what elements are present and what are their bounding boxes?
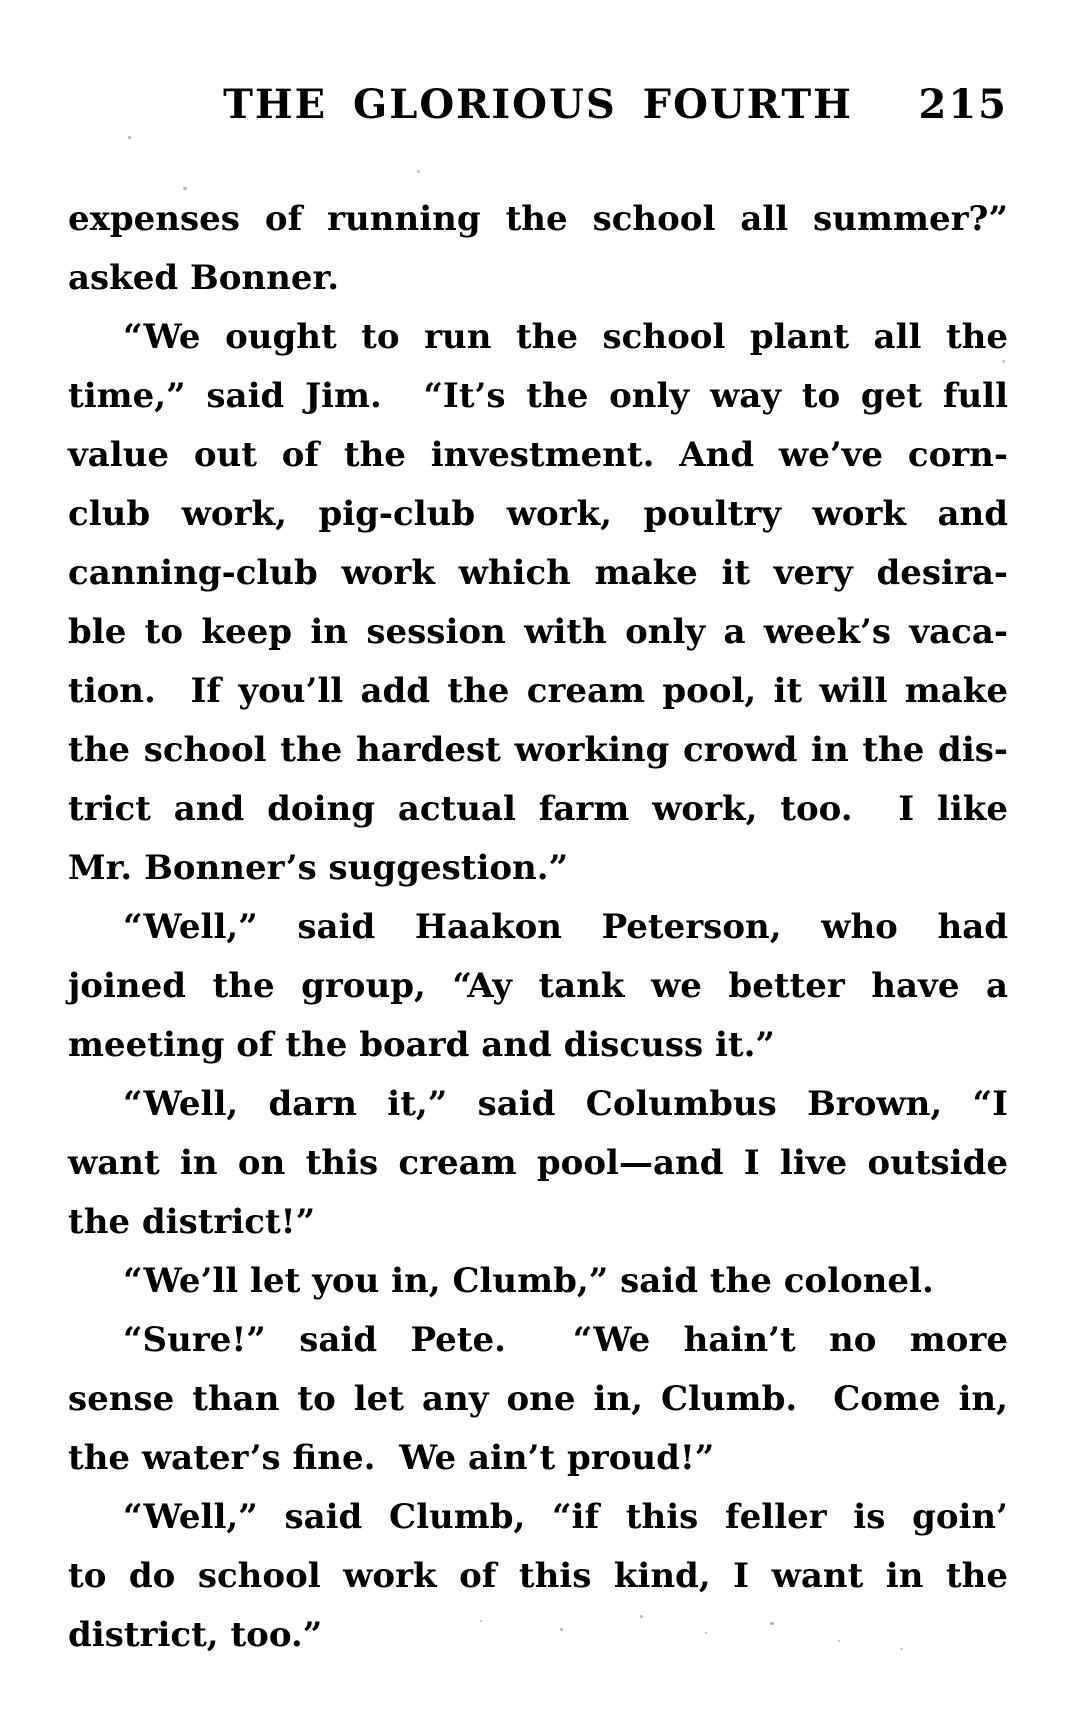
text-line: value out of the investment. And we’ve corn- <box>68 435 1008 475</box>
scan-speckle <box>183 187 187 190</box>
text-line: canning-club work which make it very desira- <box>68 553 1008 593</box>
text-line: the water’s fine. We ain’t proud!” <box>68 1438 715 1478</box>
text-line: joined the group, “Ay tank we better have a <box>68 966 1008 1006</box>
text-line: “We’ll let you in, Clumb,” said the colonel. <box>123 1261 934 1301</box>
scan-speckle <box>705 1632 707 1634</box>
running-title: THE GLORIOUS FOURTH <box>223 81 853 128</box>
text-line: the district!” <box>68 1202 316 1242</box>
text-line: ble to keep in session with only a week’s vaca- <box>68 612 1008 652</box>
page-number: 215 <box>918 81 1008 128</box>
text-line: “We ought to run the school plant all the <box>123 317 1008 357</box>
text-line: club work, pig-club work, poultry work and <box>68 494 1008 534</box>
text-line: meeting of the board and discuss it.” <box>68 1025 775 1065</box>
scan-speckle <box>480 1620 482 1622</box>
text-line: asked Bonner. <box>68 258 340 298</box>
text-line: to do school work of this kind, I want in the <box>68 1556 1008 1596</box>
scan-speckle <box>417 170 420 173</box>
scan-speckle <box>900 1648 903 1650</box>
scan-speckle <box>560 1628 563 1631</box>
text-line: trict and doing actual farm work, too. I like <box>68 789 1008 829</box>
text-line: “Well,” said Clumb, “if this feller is goin’ <box>123 1497 1008 1537</box>
text-line: the school the hardest working crowd in the dis- <box>68 730 1008 770</box>
text-line: “Sure!” said Pete. “We hain’t no more <box>123 1320 1008 1360</box>
text-line: tion. If you’ll add the cream pool, it will make <box>68 671 1008 711</box>
text-line: time,” said Jim. “It’s the only way to get full <box>68 376 1008 416</box>
scan-speckle <box>1002 360 1005 363</box>
text-line: expenses of running the school all summer?” <box>68 199 1008 239</box>
scan-speckle <box>770 1622 774 1625</box>
text-line: Mr. Bonner’s suggestion.” <box>68 848 569 888</box>
scan-speckle <box>838 1640 840 1642</box>
text-line: sense than to let any one in, Clumb. Come in, <box>68 1379 1008 1419</box>
text-line: “Well, darn it,” said Columbus Brown, “I <box>123 1084 1008 1124</box>
scan-speckle <box>640 1615 643 1618</box>
text-line: “Well,” said Haakon Peterson, who had <box>123 907 1008 947</box>
text-line: district, too.” <box>68 1615 323 1655</box>
text-line: want in on this cream pool—and I live outside <box>68 1143 1008 1183</box>
scan-speckle <box>128 136 131 139</box>
page-header <box>68 83 1008 127</box>
body-text <box>68 190 1008 1665</box>
